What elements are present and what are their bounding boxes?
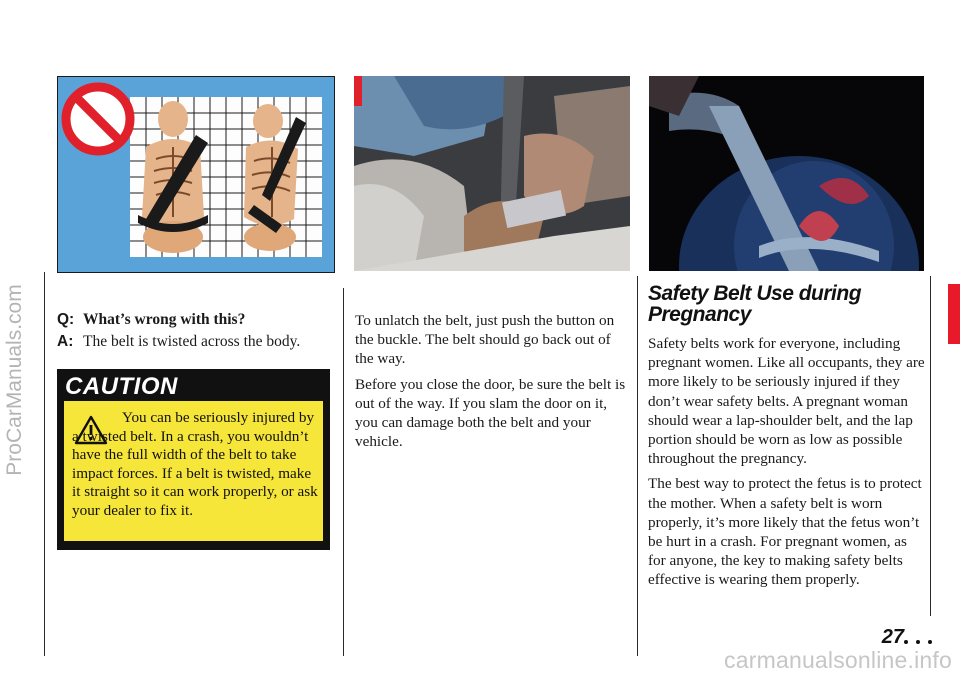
middle-paragraph-2: Before you close the door, be sure the belt is out of the way. If you slam the door on it, you can damage both the belt and your vehicle.: [355, 375, 626, 451]
caution-box: [57, 369, 330, 550]
caution-panel: [64, 401, 323, 541]
right-paragraph-2: The best way to protect the fetus is to protect the mother. When a safety belt is worn properly, it’s more likely that the fetus won’t be hurt in a crash. For pregnant women, as for anyone, the key to making safety belts effective is wearing them properly.: [648, 475, 922, 589]
twisted-belt-illustration: [57, 76, 335, 273]
caution-heading: CAUTION: [65, 373, 178, 400]
answer-text: The belt is twisted across the body.: [83, 333, 301, 350]
question-line: [57, 310, 337, 330]
section-tab: [948, 284, 960, 344]
unlatch-belt-photo: [354, 76, 630, 271]
section-heading: Safety Belt Use during Pregnancy: [648, 282, 862, 326]
page-number: 27: [881, 626, 904, 648]
side-watermark-text: ProCarManuals.com: [3, 284, 26, 476]
bottom-watermark: carmanualsonline.info: [724, 647, 952, 673]
answer-label: A:: [57, 333, 74, 350]
pregnancy-belt-photo: [649, 76, 924, 271]
right-column: [648, 334, 928, 596]
caution-text: You can be seriously injured by a twisted belt. In a crash, you wouldn’t have the full width of the belt to take impact forces. If a belt is twisted, make it straight so it can work properly, or ask your dealer to fix it.: [72, 409, 318, 519]
question-text: What’s wrong with this?: [83, 311, 246, 328]
column-divider-far-right: [930, 276, 931, 616]
right-paragraph-1: Safety belts work for everyone, including pregnant women. Like all occupants, they are more likely to be seriously injured if they don’t wear safety belts. A pregnant woman should wear a lap-shoulder belt, and the lap portion should be worn as low as possible throughout the pregnancy.: [648, 335, 925, 468]
side-watermark: [2, 150, 28, 610]
column-divider-middle: [343, 288, 344, 656]
answer-line: [57, 332, 342, 352]
column-divider-right: [637, 276, 638, 656]
no-symbol-icon: [66, 87, 130, 151]
question-label: Q:: [57, 311, 75, 328]
column-divider-left: [44, 272, 45, 656]
middle-paragraph-1: To unlatch the belt, just push the button on the buckle. The belt should go back out of the way.: [355, 312, 615, 368]
middle-column: [355, 311, 633, 457]
